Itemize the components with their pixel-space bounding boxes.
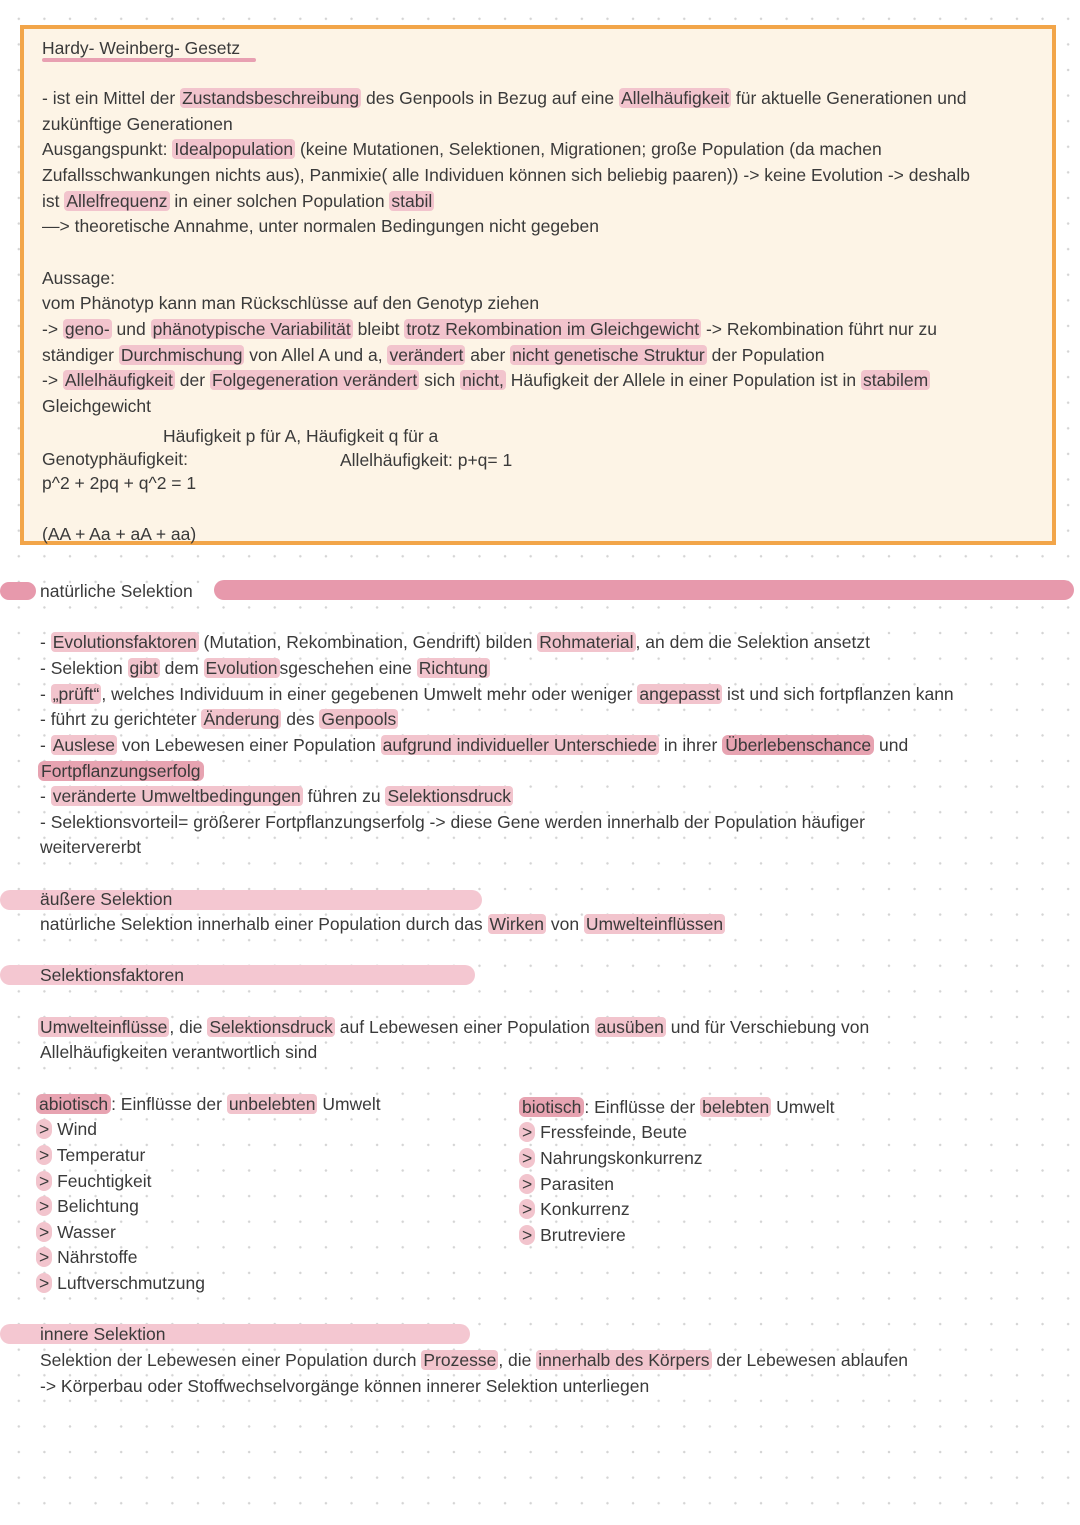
biotic-item: > Konkurrenz <box>519 1198 630 1220</box>
genotype-frequency-label: Genotyphäufigkeit: <box>42 449 188 469</box>
bullet-arrow-icon: > <box>36 1273 52 1293</box>
abiotic-item: > Nährstoffe <box>36 1246 138 1268</box>
sf-line-2: Allelhäufigkeiten verantwortlich sind <box>40 1042 318 1062</box>
bullet-arrow-icon: > <box>36 1171 52 1191</box>
header-band-right <box>214 580 1074 600</box>
bullet-arrow-icon: > <box>519 1122 535 1142</box>
ns-line-7: - veränderte Umweltbedingungen führen zu Selektionsdruck <box>40 786 512 806</box>
aussage-line-4: -> Allelhäufigkeit der Folgegeneration verändert sich nicht, Häufigkeit der Allele in einer Population ist in stabilem <box>42 370 929 390</box>
aussage-line-3: ständiger Durchmischung von Allel A und a, verändert aber nicht genetische Struktur der Population <box>42 345 825 365</box>
selection-factors-title: Selektionsfaktoren <box>40 965 184 985</box>
bullet-arrow-icon: > <box>36 1119 52 1139</box>
abiotic-item: > Temperatur <box>36 1144 145 1166</box>
frequency-definition: Häufigkeit p für A, Häufigkeit q für a <box>163 426 439 446</box>
biotic-heading: biotisch : Einflüsse der belebten Umwelt <box>519 1096 834 1118</box>
aussage-line-1: vom Phänotyp kann man Rückschlüsse auf den Genotyp ziehen <box>42 293 540 313</box>
aussage-line-2: -> geno- und phänotypische Variabilität bleibt trotz Rekombination im Gleichgewicht -> Rekombination führt nur zu <box>42 319 937 339</box>
bullet-arrow-icon: > <box>519 1225 535 1245</box>
biotic-item: > Parasiten <box>519 1173 614 1195</box>
hw-line-2: zukünftige Generationen <box>42 114 233 134</box>
bullet-arrow-icon: > <box>519 1199 535 1219</box>
natural-selection-title: natürliche Selektion <box>40 581 193 601</box>
inner-selection-line-1: Selektion der Lebewesen einer Population durch Prozesse , die innerhalb des Körpers der Lebewesen ablaufen <box>40 1350 909 1370</box>
hardy-weinberg-title: Hardy- Weinberg- Gesetz <box>42 38 241 58</box>
ns-line-4: - führt zu gerichteter Änderung des Genpools <box>40 709 397 729</box>
title-underline <box>42 58 256 62</box>
abiotic-heading: abiotisch : Einflüsse der unbelebten Umwelt <box>36 1093 381 1115</box>
bullet-arrow-icon: > <box>519 1148 535 1168</box>
abiotic-item: > Wasser <box>36 1221 116 1243</box>
ns-line-3: - „prüft“ , welches Individuum in einer gegebenen Umwelt mehr oder weniger angepasst ist und sich fortpflanzen kann <box>40 684 954 704</box>
allele-frequency-formula: Allelhäufigkeit: p+q= 1 <box>340 450 513 470</box>
ns-line-8: - Selektionsvorteil= größerer Fortpflanzungserfolg -> diese Gene werden innerhalb der Population häufiger <box>40 812 865 832</box>
bullet-arrow-icon: > <box>36 1222 52 1242</box>
ns-line-9: weitervererbt <box>40 837 142 857</box>
ns-line-6: Fortpflanzungserfolg <box>38 760 204 782</box>
bullet-arrow-icon: > <box>36 1247 52 1267</box>
inner-selection-line-2: -> Körperbau oder Stoffwechselvorgänge können innerer Selektion unterliegen <box>40 1376 650 1396</box>
abiotic-item: > Feuchtigkeit <box>36 1170 151 1192</box>
abiotic-item: > Belichtung <box>36 1195 139 1217</box>
abiotic-item: > Luftverschmutzung <box>36 1272 205 1294</box>
hw-line-1: - ist ein Mittel der Zustandsbeschreibung des Genpools in Bezug auf eine Allelhäufigkeit für aktuelle Generationen und <box>42 88 967 108</box>
abiotic-item: > Wind <box>36 1118 97 1140</box>
aussage-label: Aussage: <box>42 268 115 288</box>
outer-selection-title: äußere Selektion <box>40 889 173 909</box>
hw-line-6: —> theoretische Annahme, unter normalen Bedingungen nicht gegeben <box>42 216 599 236</box>
bullet-arrow-icon: > <box>519 1174 535 1194</box>
header-band-left <box>0 582 36 600</box>
ns-line-5: - Auslese von Lebewesen einer Population aufgrund individueller Unterschiede in ihrer Überlebenschance und <box>40 735 909 755</box>
biotic-item: > Nahrungskonkurrenz <box>519 1147 703 1169</box>
bullet-arrow-icon: > <box>36 1196 52 1216</box>
hw-line-4: Zufallsschwankungen nichts aus), Panmixie( alle Individuen können sich beliebig paaren)) -> keine Evolution -> deshalb <box>42 165 971 185</box>
biotic-item: > Fressfeinde, Beute <box>519 1121 687 1143</box>
genotype-frequency-formula: p^2 + 2pq + q^2 = 1 <box>42 473 197 493</box>
inner-selection-title: innere Selektion <box>40 1324 166 1344</box>
sf-line-1: Umwelteinflüsse , die Selektionsdruck auf Lebewesen einer Population ausüben und für Verschiebung von <box>40 1017 870 1037</box>
outer-selection-text: natürliche Selektion innerhalb einer Population durch das Wirken von Umwelteinflüssen <box>40 914 724 934</box>
ns-line-1: - Evolutionsfaktoren (Mutation, Rekombination, Gendrift) bilden Rohmaterial , an dem die Selektion ansetzt <box>40 632 870 652</box>
bullet-arrow-icon: > <box>36 1145 52 1165</box>
hw-line-5: ist Allelfrequenz in einer solchen Population stabil <box>42 191 433 211</box>
ns-line-2: - Selektion gibt dem Evolution sgeschehen eine Richtung <box>40 658 488 678</box>
biotic-item: > Brutreviere <box>519 1224 626 1246</box>
genotype-terms: (AA + Aa + aA + aa) <box>42 524 197 544</box>
hw-line-3: Ausgangspunkt: Idealpopulation (keine Mutationen, Selektionen, Migrationen; große Population (da machen <box>42 139 882 159</box>
aussage-line-5: Gleichgewicht <box>42 396 151 416</box>
